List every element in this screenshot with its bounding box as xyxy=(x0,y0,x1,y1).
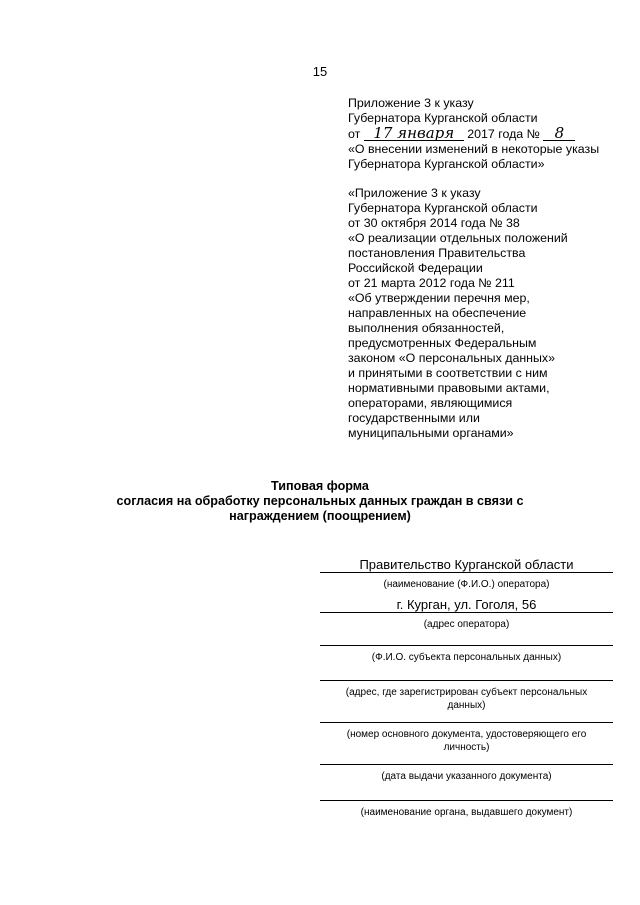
document-number-value[interactable] xyxy=(320,707,613,723)
operator-address-caption: (адрес оператора) xyxy=(423,619,510,630)
issuing-authority-field xyxy=(320,785,613,819)
appendix-line-2: Губернатора Курганской области xyxy=(348,111,538,125)
quote-line: муниципальными органами» xyxy=(348,426,514,440)
appendix-year-text: 2017 года № xyxy=(467,127,540,141)
issuing-authority-caption: (наименование органа, выдавшего документ) xyxy=(360,807,573,818)
title-line-2: согласия на обработку персональных данных граждан в связи с xyxy=(116,494,524,508)
appendix-from-prefix: от xyxy=(348,127,361,141)
issuing-authority-value[interactable] xyxy=(320,785,613,801)
document-number-caption-line-2: личность) xyxy=(443,742,490,753)
quote-line: Губернатора Курганской области xyxy=(348,201,538,215)
operator-name-caption: (наименование (Ф.И.О.) оператора) xyxy=(383,579,550,590)
appendix-line-5: Губернатора Курганской области» xyxy=(348,157,545,171)
page-number: 15 xyxy=(312,64,328,79)
title-line-1: Типовая форма xyxy=(271,479,369,493)
appendix-line-1: Приложение 3 к указу xyxy=(348,96,474,110)
subject-address-caption-line-2: данных) xyxy=(447,700,486,711)
handwritten-number: 8 xyxy=(543,126,575,141)
quote-line: «Приложение 3 к указу xyxy=(348,186,481,200)
operator-address-field xyxy=(320,597,613,631)
document-number-caption-line-1: (номер основного документа, удостоверяющего его xyxy=(346,729,587,740)
appendix-header xyxy=(348,96,633,441)
handwritten-date: 17 января xyxy=(364,126,464,141)
subject-address-value[interactable] xyxy=(320,665,613,681)
quote-line: предусмотренных Федеральным xyxy=(348,336,537,350)
quote-line: законом «О персональных данных» xyxy=(348,351,556,365)
operator-name-field xyxy=(320,557,613,591)
appendix-line-4: «О внесении изменений в некоторые указы xyxy=(348,142,600,156)
issue-date-caption: (дата выдачи указанного документа) xyxy=(381,771,552,782)
quote-line: от 30 октября 2014 года № 38 xyxy=(348,216,520,230)
quote-line: постановления Правительства xyxy=(348,246,526,260)
subject-name-value[interactable] xyxy=(320,630,613,646)
quote-line: «Об утверждении перечня мер, xyxy=(348,291,530,305)
operator-name-value[interactable]: Правительство Курганской области xyxy=(320,557,613,573)
quote-line: выполнения обязанностей, xyxy=(348,321,505,335)
issue-date-value[interactable] xyxy=(320,749,613,765)
subject-address-field xyxy=(320,665,613,712)
quote-line: нормативными правовыми актами, xyxy=(348,381,550,395)
quoted-appendix xyxy=(348,186,633,441)
subject-name-caption: (Ф.И.О. субъекта персональных данных) xyxy=(371,652,562,663)
issue-date-field xyxy=(320,749,613,783)
quote-line: «О реализации отдельных положений xyxy=(348,231,568,245)
subject-name-field xyxy=(320,630,613,664)
quote-line: от 21 марта 2012 года № 211 xyxy=(348,276,515,290)
appendix-date-line xyxy=(348,126,633,142)
document-number-field xyxy=(320,707,613,754)
quote-line: государственными или xyxy=(348,411,480,425)
quote-line: Российской Федерации xyxy=(348,261,483,275)
operator-address-value[interactable]: г. Курган, ул. Гоголя, 56 xyxy=(320,597,613,613)
appendix-spacer xyxy=(348,172,633,186)
quote-line: операторами, являющимися xyxy=(348,396,513,410)
quote-line: направленных на обеспечение xyxy=(348,306,527,320)
quote-line: и принятыми в соответствии с ним xyxy=(348,366,548,380)
title-line-3: награждением (поощрением) xyxy=(229,509,411,523)
subject-address-caption-line-1: (адрес, где зарегистрирован субъект персональных xyxy=(345,687,588,698)
document-title xyxy=(0,479,640,524)
